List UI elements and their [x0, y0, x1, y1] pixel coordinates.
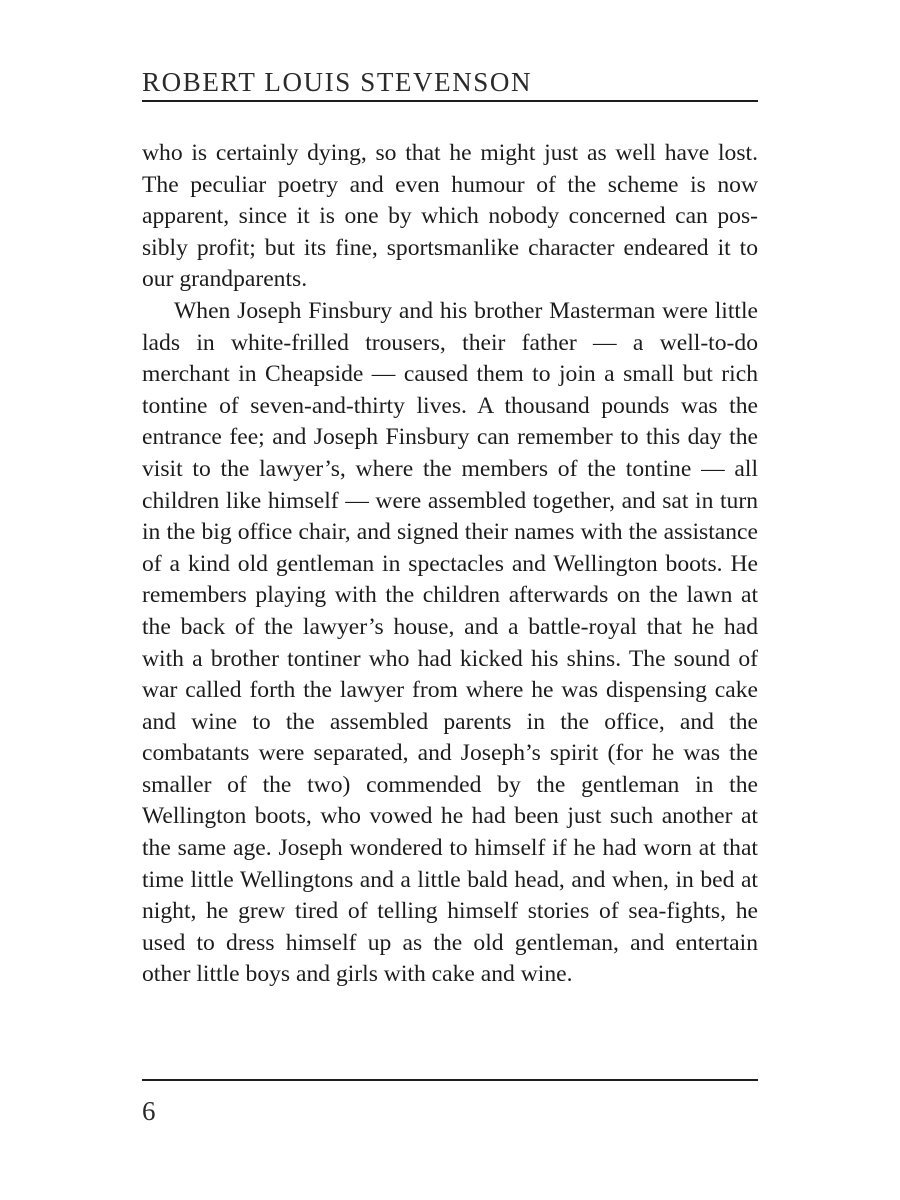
paragraph-continuation: who is certainly dying, so that he might just as well have lost. The peculiar poetry and even humour of the scheme is now apparent, since it is one by which nobody concerned can possibly profit; but its fine, sportsmanlike character endeared it to our grandparents.	[142, 140, 758, 293]
page-body	[142, 138, 758, 991]
running-head-author: ROBERT LOUIS STEVENSON	[142, 67, 533, 97]
footer-rule	[142, 1079, 758, 1081]
paragraph-finsbury-tontine: When Joseph Finsbury and his brother Masterman were little lads in white-frilled trousers, their father — a well-to-do merchant in Cheapside — caused them to join a small but rich tontine of seven-and-thirty lives. A thousand pounds was the entrance fee; and Joseph Finsbury can remember to this day the visit to the lawyer’s, where the members of the tontine — all children like himself — were assembled together, and sat in turn in the big office chair, and signed their names with the assistance of a kind old gentleman in spectacles and Wellington boots. He remembers playing with the children afterwards on the lawn at the back of the lawyer’s house, and a battle-royal that he had with a brother tontiner who had kicked his shins. The sound of war called forth the lawyer from where he was dispensing cake and wine to the assembled parents in the office, and the combatants were separated, and Joseph’s spirit (for he was the smaller of the two) commended by the gentleman in the Wellington boots, who vowed he had been just such another at the same age. Joseph wondered to himself if he had worn at that time little Wellingtons and a little bald head, and when, in bed at night, he grew tired of telling himself stories of sea-fights, he used to dress himself up as the old gentleman, and entertain other little boys and girls with cake and wine.	[142, 297, 758, 988]
header-rule	[142, 100, 758, 102]
page-number: 6	[142, 1096, 156, 1126]
